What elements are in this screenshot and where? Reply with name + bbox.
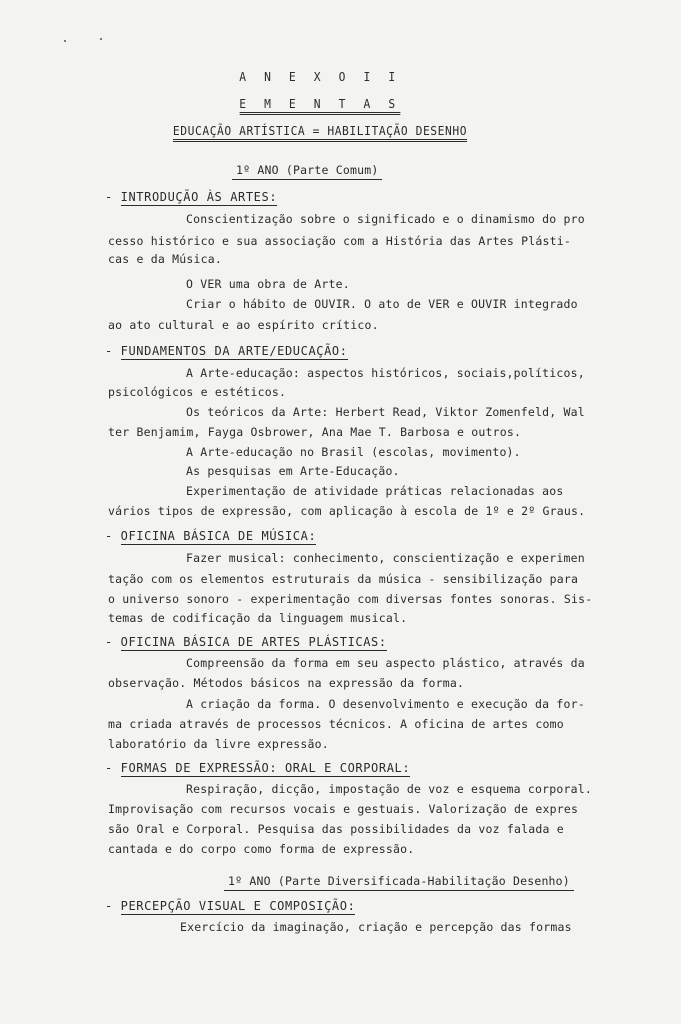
section-expressao-line: Improvisação com recursos vocais e gestuais. Valorização de expres [108,802,579,816]
section-percepcao-title: - PERCEPÇÃO VISUAL E COMPOSIÇÃO: [105,899,356,913]
section-intro-line: O VER uma obra de Arte. [186,277,350,291]
section-fundamentos-line: As pesquisas em Arte-Educação. [186,464,400,478]
section-plasticas-line: A criação da forma. O desenvolvimento e execução da for- [186,697,585,711]
section-fundamentos-line: Experimentação de atividade práticas relacionadas aos [186,484,564,498]
section-fundamentos-line: A Arte-educação no Brasil (escolas, movimento). [186,445,521,459]
course-subtitle: EDUCAÇÃO ARTÍSTICA = HABILITAÇÃO DESENHO [0,124,640,138]
section-fundamentos-line: vários tipos de expressão, com aplicação à escola de 1º e 2º Graus. [108,504,586,518]
ementas-title: E M E N T A S [0,97,640,111]
section-intro-line: Conscientização sobre o significado e o dinamismo do pro [186,212,585,226]
section-musica-line: tação com os elementos estruturais da música - sensibilização para [108,572,579,586]
section-plasticas-line: observação. Métodos básicos na expressão da forma. [108,676,465,690]
section-intro-line: Criar o hábito de OUVIR. O ato de VER e OUVIR integrado [186,297,578,311]
section-fundamentos-line: A Arte-educação: aspectos históricos, sociais,políticos, [186,366,585,380]
section-percepcao-line: Exercício da imaginação, criação e percepção das formas [180,920,572,934]
section-musica-title: - OFICINA BÁSICA DE MÚSICA: [105,529,317,543]
section-expressao-line: cantada e do corpo como forma de expressão. [108,842,415,856]
section-plasticas-title: - OFICINA BÁSICA DE ARTES PLÁSTICAS: [105,635,387,649]
section-expressao-line: Respiração, dicção, impostação de voz e esquema corporal. [186,782,593,796]
section-plasticas-line: Compreensão da forma em seu aspecto plástico, através da [186,656,585,670]
section-intro-line: ao ato cultural e ao espírito crítico. [108,318,379,332]
section-fundamentos-title: - FUNDAMENTOS DA ARTE/EDUCAÇÃO: [105,344,348,358]
section-fundamentos-line: Os teóricos da Arte: Herbert Read, Viktor Zomenfeld, Wal [186,405,585,419]
section-intro-line: cesso histórico e sua associação com a História das Artes Plásti- [108,234,572,248]
section-musica-line: Fazer musical: conhecimento, conscientização e experimen [186,551,585,565]
year-heading-diversified: 1º ANO (Parte Diversificada-Habilitação Desenho) [224,874,574,891]
section-fundamentos-line: ter Benjamim, Fayga Osbrower, Ana Mae T. Barbosa e outros. [108,425,522,439]
section-musica-line: temas de codificação da linguagem musical. [108,611,408,625]
section-fundamentos-line: psicológicos e estéticos. [108,385,287,399]
section-plasticas-line: ma criada através de processos técnicos. A oficina de artes como [108,717,564,731]
section-expressao-title: - FORMAS DE EXPRESSÃO: ORAL E CORPORAL: [105,761,411,775]
section-expressao-line: são Oral e Corporal. Pesquisa das possibilidades da voz falada e [108,822,564,836]
paper-speck [100,38,102,40]
paper-speck [64,40,66,42]
section-intro-line: cas e da Música. [108,252,222,266]
annex-title: A N E X O I I [239,70,401,84]
section-intro-title: - INTRODUÇÃO ÀS ARTES: [105,190,278,204]
year-heading-common: 1º ANO (Parte Comum) [232,163,382,180]
section-musica-line: o universo sonoro - experimentação com diversas fontes sonoras. Sis- [108,592,593,606]
section-plasticas-line: laboratório da livre expressão. [108,737,329,751]
